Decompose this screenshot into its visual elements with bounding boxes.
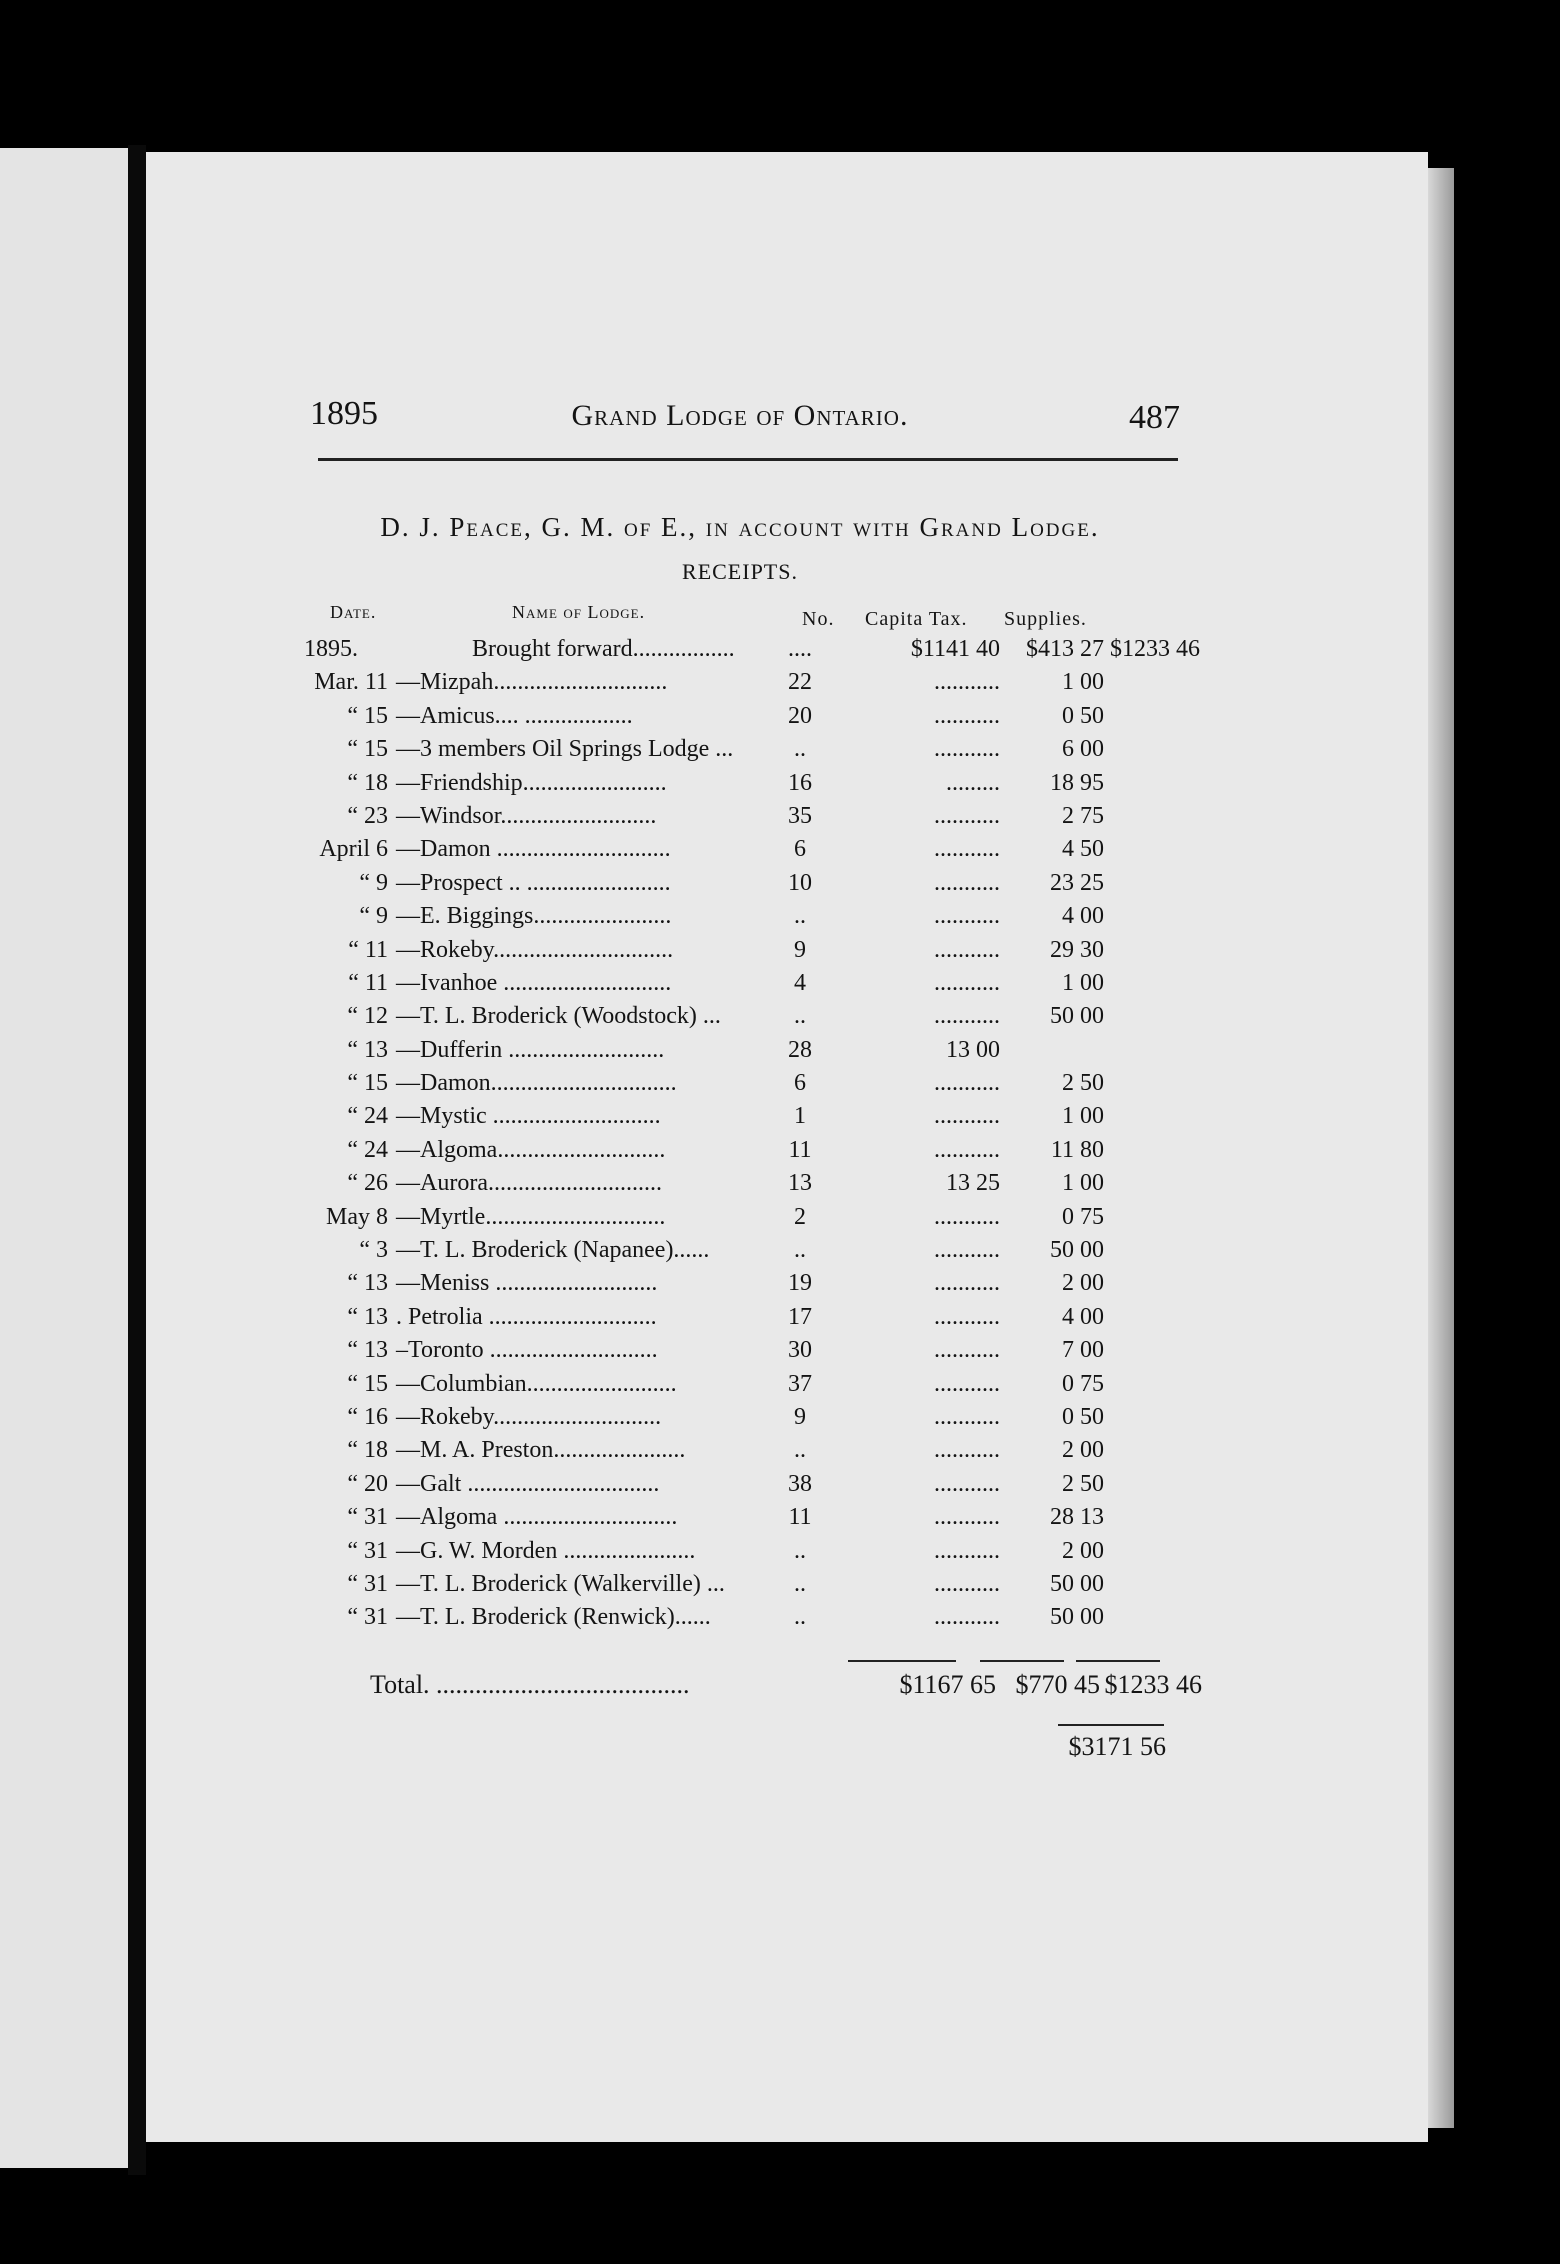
row-lodge-name: –Toronto ............................ — [396, 1337, 658, 1364]
row-lodge-no: 20 — [788, 702, 812, 729]
table-row — [300, 1268, 1200, 1301]
row-lodge-name: —Meniss ........................... — [396, 1270, 658, 1297]
row-lodge-name: —Damon ............................. — [396, 836, 671, 863]
column-header-capita-tax: Capita Tax. — [865, 608, 968, 630]
row-date: Mar. 11 — [314, 669, 388, 696]
row-capita-tax: ........... — [934, 1570, 1000, 1597]
row-date: “ 18 — [347, 769, 388, 796]
table-row — [300, 1001, 1200, 1034]
table-row — [300, 701, 1200, 734]
row-lodge-no: 2 — [794, 1203, 806, 1230]
row-date: “ 31 — [347, 1504, 388, 1531]
row-capita-tax: ........... — [934, 903, 1000, 930]
table-row — [300, 801, 1200, 834]
row-capita-tax: ......... — [946, 769, 1000, 796]
row-supplies: 18 95 — [1050, 769, 1104, 796]
row-capita-tax: ........... — [934, 702, 1000, 729]
row-supplies: 28 13 — [1050, 1504, 1104, 1531]
row-supplies: 1 00 — [1062, 1103, 1104, 1130]
row-lodge-no: 19 — [788, 1270, 812, 1297]
row-date: “ 13 — [347, 1270, 388, 1297]
row-lodge-name: —T. L. Broderick (Napanee)...... — [396, 1237, 710, 1264]
row-lodge-name: —M. A. Preston...................... — [396, 1437, 686, 1464]
receipts-ledger — [300, 634, 1200, 1636]
column-header-no: No. — [802, 608, 835, 630]
header-title: Grand Lodge of Ontario. — [571, 399, 909, 432]
table-row — [300, 1569, 1200, 1602]
row-supplies: 2 00 — [1062, 1437, 1104, 1464]
row-date: “ 9 — [359, 903, 388, 930]
total-brought-forward: $1233 46 — [1104, 1670, 1202, 1699]
row-supplies: 50 00 — [1050, 1237, 1104, 1264]
row-extra-amount: $1233 46 — [1110, 636, 1200, 662]
row-supplies: 2 50 — [1062, 1070, 1104, 1097]
table-row — [300, 1035, 1200, 1068]
row-capita-tax: $1141 40 — [910, 636, 1000, 662]
page-number: 487 — [1129, 399, 1180, 436]
row-date: “ 15 — [347, 736, 388, 763]
book-gutter — [128, 145, 146, 2175]
row-date: “ 20 — [347, 1470, 388, 1497]
row-lodge-no: .. — [794, 736, 806, 763]
row-lodge-no: 30 — [788, 1337, 812, 1364]
row-date: “ 11 — [348, 936, 388, 963]
row-capita-tax: ........... — [934, 836, 1000, 863]
row-lodge-no: .. — [794, 1003, 806, 1030]
running-head — [300, 395, 1180, 455]
row-capita-tax: ........... — [934, 1003, 1000, 1030]
row-capita-tax: ........... — [934, 869, 1000, 896]
row-date: “ 15 — [347, 1370, 388, 1397]
row-lodge-no: .. — [794, 1570, 806, 1597]
row-lodge-name: —Amicus.... .................. — [396, 702, 633, 729]
row-supplies: 0 75 — [1062, 1203, 1104, 1230]
row-supplies: 2 75 — [1062, 802, 1104, 829]
table-row — [300, 968, 1200, 1001]
row-supplies: $413 27 — [1026, 636, 1104, 662]
row-date: “ 13 — [347, 1036, 388, 1063]
row-lodge-name: —Columbian......................... — [396, 1370, 677, 1397]
row-capita-tax: ........... — [934, 1203, 1000, 1230]
row-lodge-name: —Friendship........................ — [396, 769, 667, 796]
row-date: “ 31 — [347, 1604, 388, 1631]
row-capita-tax: ........... — [934, 1237, 1000, 1264]
table-row — [300, 1335, 1200, 1368]
table-row — [300, 901, 1200, 934]
grand-total-rule — [1058, 1724, 1164, 1726]
row-supplies: 6 00 — [1062, 736, 1104, 763]
row-supplies: 1 00 — [1062, 1170, 1104, 1197]
table-row — [300, 1168, 1200, 1201]
row-lodge-name: —Galt ................................ — [396, 1470, 660, 1497]
table-row — [300, 1202, 1200, 1235]
row-lodge-no: 28 — [788, 1036, 812, 1063]
row-lodge-name: Brought forward................. — [472, 636, 735, 662]
table-row — [300, 1068, 1200, 1101]
row-capita-tax: ........... — [934, 802, 1000, 829]
row-supplies: 0 50 — [1062, 702, 1104, 729]
table-row — [300, 1402, 1200, 1435]
row-supplies: 29 30 — [1050, 936, 1104, 963]
row-supplies: 11 80 — [1050, 1136, 1104, 1163]
table-row — [300, 834, 1200, 867]
row-capita-tax: ........... — [934, 1437, 1000, 1464]
column-header-name: Name of Lodge. — [512, 602, 646, 622]
account-heading: D. J. Peace, G. M. of E., in account with Grand Lodge. — [380, 512, 1100, 542]
row-supplies: 4 00 — [1062, 1303, 1104, 1330]
row-lodge-name: —Aurora............................. — [396, 1170, 662, 1197]
table-row — [300, 1235, 1200, 1268]
total-label: Total. ....................................... — [370, 1670, 690, 1699]
row-lodge-no: 9 — [794, 936, 806, 963]
row-supplies: 2 00 — [1062, 1537, 1104, 1564]
row-supplies: 7 00 — [1062, 1337, 1104, 1364]
row-lodge-name: —G. W. Morden ...................... — [396, 1537, 696, 1564]
row-date: “ 18 — [347, 1437, 388, 1464]
row-lodge-no: 6 — [794, 836, 806, 863]
row-date: “ 24 — [347, 1136, 388, 1163]
row-lodge-no: .. — [794, 1604, 806, 1631]
row-lodge-no: 22 — [788, 669, 812, 696]
row-lodge-name: —Ivanhoe ............................ — [396, 969, 672, 996]
row-lodge-no: 13 — [788, 1170, 812, 1197]
table-row — [300, 1536, 1200, 1569]
table-row — [300, 634, 1200, 667]
column-header-supplies: Supplies. — [1004, 608, 1087, 630]
table-row — [300, 1101, 1200, 1134]
row-lodge-name: —Windsor.......................... — [396, 802, 657, 829]
row-supplies: 2 50 — [1062, 1470, 1104, 1497]
row-supplies: 1 00 — [1062, 969, 1104, 996]
row-lodge-name: —T. L. Broderick (Walkerville) ... — [396, 1570, 725, 1597]
row-supplies: 50 00 — [1050, 1604, 1104, 1631]
row-lodge-name: —Rokeby.............................. — [396, 936, 674, 963]
summation-rules — [840, 1660, 1170, 1664]
row-lodge-name: . Petrolia ............................ — [396, 1303, 657, 1330]
table-row — [300, 768, 1200, 801]
table-row — [300, 935, 1200, 968]
table-row — [300, 667, 1200, 700]
total-supplies: $770 45 — [1015, 1670, 1100, 1699]
table-row — [300, 1502, 1200, 1535]
total-capita-tax: $1167 65 — [899, 1670, 996, 1699]
row-lodge-name: —Myrtle.............................. — [396, 1203, 666, 1230]
row-capita-tax: ........... — [934, 736, 1000, 763]
row-lodge-no: 16 — [788, 769, 812, 796]
row-date: “ 16 — [347, 1403, 388, 1430]
row-capita-tax: ........... — [934, 1370, 1000, 1397]
table-row — [300, 1135, 1200, 1168]
table-row — [300, 1435, 1200, 1468]
total-row — [300, 1670, 1200, 1710]
row-date: May 8 — [326, 1203, 388, 1230]
row-date: “ 13 — [347, 1303, 388, 1330]
row-lodge-no: 11 — [788, 1504, 812, 1531]
row-date: “ 3 — [359, 1237, 388, 1264]
facing-page-edge — [0, 148, 136, 2168]
row-date: “ 9 — [359, 869, 388, 896]
row-date: “ 15 — [347, 702, 388, 729]
row-lodge-no: 35 — [788, 802, 812, 829]
row-lodge-no: 9 — [794, 1403, 806, 1430]
section-title: RECEIPTS. — [682, 559, 798, 584]
row-capita-tax: ........... — [934, 936, 1000, 963]
row-capita-tax: ........... — [934, 1103, 1000, 1130]
row-lodge-name: —Mystic ............................ — [396, 1103, 661, 1130]
table-row — [300, 1602, 1200, 1635]
row-lodge-no: .. — [794, 903, 806, 930]
row-date: April 6 — [319, 836, 388, 863]
row-capita-tax: ........... — [934, 1303, 1000, 1330]
row-lodge-no: .... — [788, 636, 812, 662]
row-lodge-no: 10 — [788, 869, 812, 896]
row-date: “ 23 — [347, 802, 388, 829]
row-lodge-no: 17 — [788, 1303, 812, 1330]
row-capita-tax: ........... — [934, 1270, 1000, 1297]
row-lodge-no: .. — [794, 1537, 806, 1564]
row-capita-tax: ........... — [934, 1470, 1000, 1497]
row-lodge-no: .. — [794, 1437, 806, 1464]
row-capita-tax: ........... — [934, 1070, 1000, 1097]
row-supplies: 0 50 — [1062, 1403, 1104, 1430]
row-lodge-no: 11 — [788, 1136, 812, 1163]
row-date: “ 12 — [347, 1003, 388, 1030]
row-lodge-no: 37 — [788, 1370, 812, 1397]
row-lodge-no: .. — [794, 1237, 806, 1264]
row-capita-tax: ........... — [934, 1337, 1000, 1364]
table-row — [300, 868, 1200, 901]
row-lodge-name: —Prospect .. ........................ — [396, 869, 671, 896]
row-lodge-name: —T. L. Broderick (Woodstock) ... — [396, 1003, 721, 1030]
grand-total: $3171 56 — [1068, 1732, 1166, 1761]
row-date: “ 24 — [347, 1103, 388, 1130]
page-stack-edge — [1428, 168, 1454, 2128]
row-date: “ 15 — [347, 1070, 388, 1097]
row-lodge-name: —Algoma............................ — [396, 1136, 666, 1163]
table-row — [300, 1302, 1200, 1335]
row-capita-tax: ........... — [934, 1403, 1000, 1430]
row-lodge-no: 6 — [794, 1070, 806, 1097]
header-year: 1895 — [310, 395, 378, 432]
row-supplies: 1 00 — [1062, 669, 1104, 696]
row-date: “ 31 — [347, 1570, 388, 1597]
row-lodge-no: 1 — [794, 1103, 806, 1130]
row-supplies: 50 00 — [1050, 1570, 1104, 1597]
row-capita-tax: ........... — [934, 669, 1000, 696]
row-lodge-name: —E. Biggings....................... — [396, 903, 672, 930]
table-row — [300, 1469, 1200, 1502]
header-rule — [318, 458, 1178, 461]
column-header-date: Date. — [330, 602, 377, 622]
row-lodge-no: 38 — [788, 1470, 812, 1497]
row-supplies: 4 50 — [1062, 836, 1104, 863]
row-date: “ 11 — [348, 969, 388, 996]
row-supplies: 23 25 — [1050, 869, 1104, 896]
row-capita-tax: 13 00 — [946, 1036, 1000, 1063]
row-lodge-name: —T. L. Broderick (Renwick)...... — [396, 1604, 711, 1631]
table-row — [300, 1369, 1200, 1402]
row-supplies: 0 75 — [1062, 1370, 1104, 1397]
row-supplies: 50 00 — [1050, 1003, 1104, 1030]
row-lodge-name: —Damon............................... — [396, 1070, 677, 1097]
row-capita-tax: ........... — [934, 1504, 1000, 1531]
row-capita-tax: ........... — [934, 1537, 1000, 1564]
row-lodge-name: —Algoma ............................. — [396, 1504, 678, 1531]
row-lodge-name: —Rokeby............................ — [396, 1403, 662, 1430]
row-supplies: 4 00 — [1062, 903, 1104, 930]
row-lodge-name: —Mizpah............................. — [396, 669, 668, 696]
row-date: 1895. — [304, 636, 358, 662]
row-capita-tax: ........... — [934, 1604, 1000, 1631]
row-date: “ 13 — [347, 1337, 388, 1364]
row-lodge-name: —3 members Oil Springs Lodge ... — [396, 736, 734, 763]
row-capita-tax: ........... — [934, 1136, 1000, 1163]
row-lodge-name: —Dufferin .......................... — [396, 1036, 665, 1063]
row-date: “ 31 — [347, 1537, 388, 1564]
row-capita-tax: 13 25 — [946, 1170, 1000, 1197]
row-date: “ 26 — [347, 1170, 388, 1197]
table-row — [300, 734, 1200, 767]
row-supplies: 2 00 — [1062, 1270, 1104, 1297]
row-capita-tax: ........... — [934, 969, 1000, 996]
row-lodge-no: 4 — [794, 969, 806, 996]
